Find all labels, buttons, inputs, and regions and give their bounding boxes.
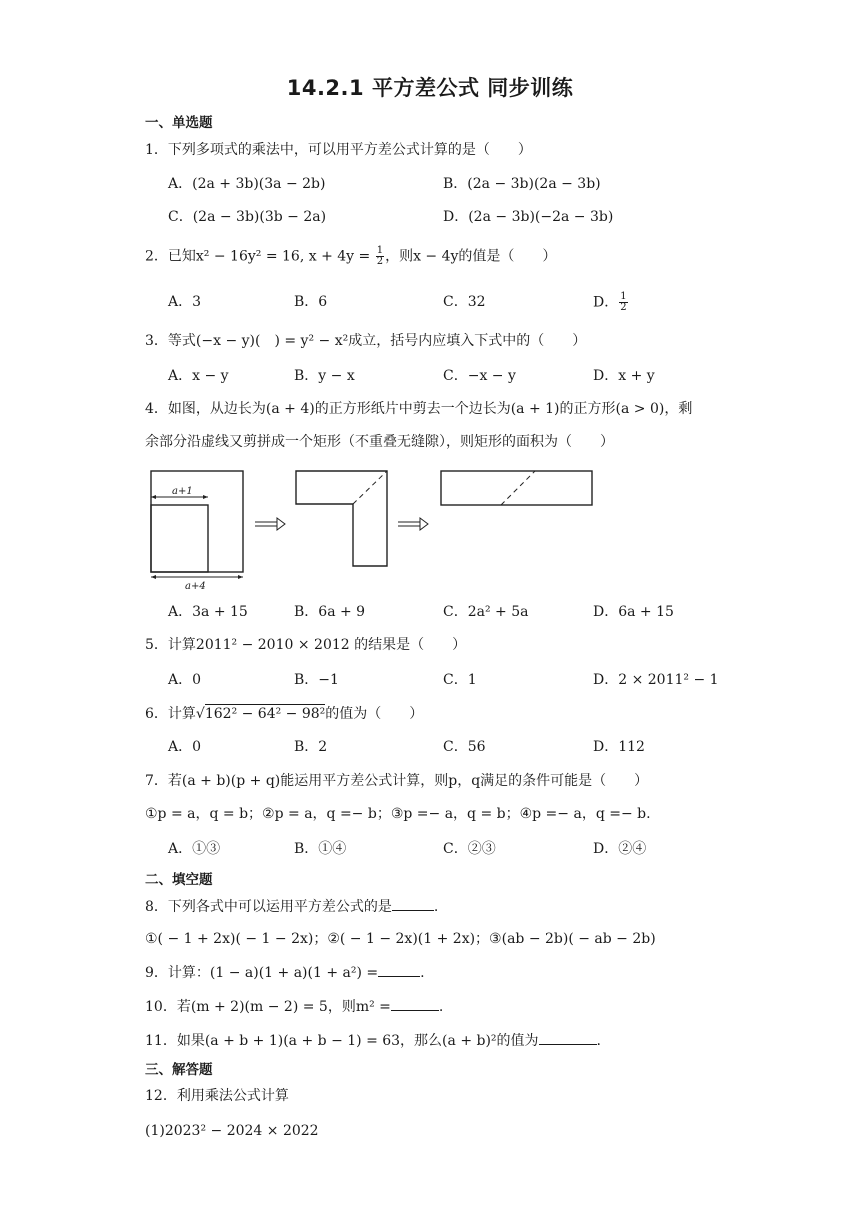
question-5-option-c: C．1 bbox=[443, 672, 477, 688]
l-shape-remainder bbox=[296, 471, 387, 566]
fraction-numerator: 1 bbox=[376, 245, 384, 256]
question-4-stem-line-2: 余部分沿虚线又剪拼成一个矩形（不重叠无缝隙），则矩形的面积为（ ） bbox=[145, 434, 614, 450]
option-d-fraction bbox=[619, 292, 627, 313]
question-9-stem bbox=[145, 962, 425, 983]
question-3-option-b: B．y − x bbox=[294, 368, 355, 384]
transform-arrow-icon bbox=[398, 518, 428, 530]
label-a-plus-4: a+4 bbox=[185, 581, 206, 592]
section-heading-single-choice: 一、单选题 bbox=[145, 115, 213, 131]
question-5-option-d: D．2 × 2011² − 1 bbox=[593, 672, 719, 688]
answer-blank[interactable] bbox=[391, 996, 439, 1011]
question-4-option-a: A．3a + 15 bbox=[168, 604, 248, 620]
question-4-option-d: D．6a + 15 bbox=[593, 604, 674, 620]
question-3-stem: 3．等式(−x − y)( ) = y² − x²成立，括号内应填入下式中的（ ） bbox=[145, 333, 587, 349]
question-6-stem bbox=[145, 704, 423, 724]
outer-square bbox=[151, 471, 243, 572]
question-6-option-c: C．56 bbox=[443, 739, 486, 755]
question-12-part-1: (1)2023² − 2024 × 2022 bbox=[145, 1123, 319, 1139]
question-9-text: 9．计算：(1 − a)(1 + a)(1 + a²) = bbox=[145, 965, 379, 981]
question-9-end: . bbox=[420, 965, 425, 981]
fraction-denominator: 2 bbox=[620, 302, 627, 313]
question-11-stem bbox=[145, 1030, 601, 1051]
question-5-stem: 5．计算2011² − 2010 × 2012 的结果是（ ） bbox=[145, 637, 467, 653]
question-7-option-a: A．①③ bbox=[168, 841, 221, 857]
question-8-stem bbox=[145, 896, 438, 917]
page-title: 14.2.1 平方差公式 同步训练 bbox=[286, 76, 574, 100]
result-rectangle bbox=[441, 471, 592, 505]
arrowhead bbox=[238, 575, 243, 579]
question-6-option-d: D．112 bbox=[593, 739, 645, 755]
question-5-option-a: A．0 bbox=[168, 672, 202, 688]
section-heading-fill-in: 二、填空题 bbox=[145, 872, 213, 888]
arrowhead bbox=[151, 495, 156, 499]
question-5-option-b: B．−1 bbox=[294, 672, 339, 688]
question-11-text: 11．如果(a + b + 1)(a + b − 1) = 63，那么(a + b)²的值为 bbox=[145, 1033, 539, 1049]
radicand: 162² − 64² − 98² bbox=[204, 706, 326, 722]
question-4-figure bbox=[145, 465, 605, 592]
question-1-stem: 1．下列多项式的乘法中，可以用平方差公式计算的是（ ） bbox=[145, 142, 532, 158]
label-a-plus-1: a+1 bbox=[172, 486, 193, 497]
question-6-stem-part-a: 6．计算 bbox=[145, 706, 196, 722]
question-10-stem bbox=[145, 996, 443, 1017]
question-3-option-a: A．x − y bbox=[168, 368, 229, 384]
answer-blank[interactable] bbox=[378, 962, 420, 977]
question-7-option-c: C．②③ bbox=[443, 841, 496, 857]
question-11-end: . bbox=[596, 1033, 601, 1049]
inner-square bbox=[151, 505, 208, 572]
question-12-stem: 12．利用乘法公式计算 bbox=[145, 1088, 289, 1104]
option-d-label: D． bbox=[593, 294, 619, 311]
section-heading-solution: 三、解答题 bbox=[145, 1062, 213, 1078]
dashed-join-line bbox=[501, 471, 535, 505]
question-7-option-d: D．②④ bbox=[593, 841, 647, 857]
fraction-denominator: 2 bbox=[376, 256, 384, 267]
question-6-option-a: A．0 bbox=[168, 739, 202, 755]
question-4-option-b: B．6a + 9 bbox=[294, 604, 366, 620]
answer-blank[interactable] bbox=[539, 1030, 597, 1045]
answer-blank[interactable] bbox=[392, 896, 434, 911]
square-root-icon: √ bbox=[195, 706, 205, 722]
question-2-option-d bbox=[593, 292, 629, 313]
question-10-end: . bbox=[438, 999, 444, 1015]
question-6-option-b: B．2 bbox=[294, 739, 328, 755]
arrowhead bbox=[151, 575, 156, 579]
arrowhead bbox=[203, 495, 208, 499]
question-1-option-b: B．(2a − 3b)(2a − 3b) bbox=[443, 176, 601, 192]
question-6-stem-part-b: 的值为（ ） bbox=[325, 706, 424, 722]
question-2-stem-part-b: ，则x − 4y的值是（ ） bbox=[385, 248, 557, 265]
question-4-option-c: C．2a² + 5a bbox=[443, 604, 529, 620]
dashed-cut-line bbox=[353, 471, 387, 504]
question-4-stem-line-1: 4．如图，从边长为(a + 4)的正方形纸片中剪去一个边长为(a + 1)的正方形(a > 0)，剩 bbox=[145, 401, 693, 417]
question-1-option-a: A．(2a + 3b)(3a − 2b) bbox=[168, 176, 326, 192]
question-2-stem-part-a: 2．已知x² − 16y² = 16, x + 4y = bbox=[145, 248, 375, 265]
question-10-text: 10．若(m + 2)(m − 2) = 5，则m² = bbox=[145, 999, 391, 1015]
question-8-items: ①( − 1 + 2x)( − 1 − 2x)；②( − 1 − 2x)(1 + 2x)；③(ab − 2b)( − ab − 2b) bbox=[145, 931, 656, 947]
question-2-option-b: B．6 bbox=[294, 294, 328, 310]
question-3-option-d: D．x + y bbox=[593, 368, 655, 384]
square-cutting-diagram bbox=[145, 465, 605, 592]
fraction-numerator: 1 bbox=[620, 291, 627, 302]
transform-arrow-icon bbox=[255, 518, 285, 530]
question-7-option-b: B．①④ bbox=[294, 841, 347, 857]
question-8-text: 8．下列各式中可以运用平方差公式的是 bbox=[145, 899, 392, 915]
question-3-option-c: C．−x − y bbox=[443, 368, 516, 384]
question-2-option-a: A．3 bbox=[168, 294, 202, 310]
question-7-conditions: ①p = a，q = b；②p = a，q =− b；③p =− a，q = b；④p =− a，q =− b. bbox=[145, 806, 651, 822]
question-1-option-c: C．(2a − 3b)(3b − 2a) bbox=[168, 209, 327, 225]
question-2-stem bbox=[145, 246, 556, 267]
question-8-end: . bbox=[433, 899, 439, 915]
question-2-option-c: C．32 bbox=[443, 294, 486, 310]
question-2-fraction bbox=[376, 246, 384, 267]
question-1-option-d: D．(2a − 3b)(−2a − 3b) bbox=[443, 209, 614, 225]
question-7-stem: 7．若(a + b)(p + q)能运用平方差公式计算，则p，q满足的条件可能是（ ） bbox=[145, 773, 649, 789]
